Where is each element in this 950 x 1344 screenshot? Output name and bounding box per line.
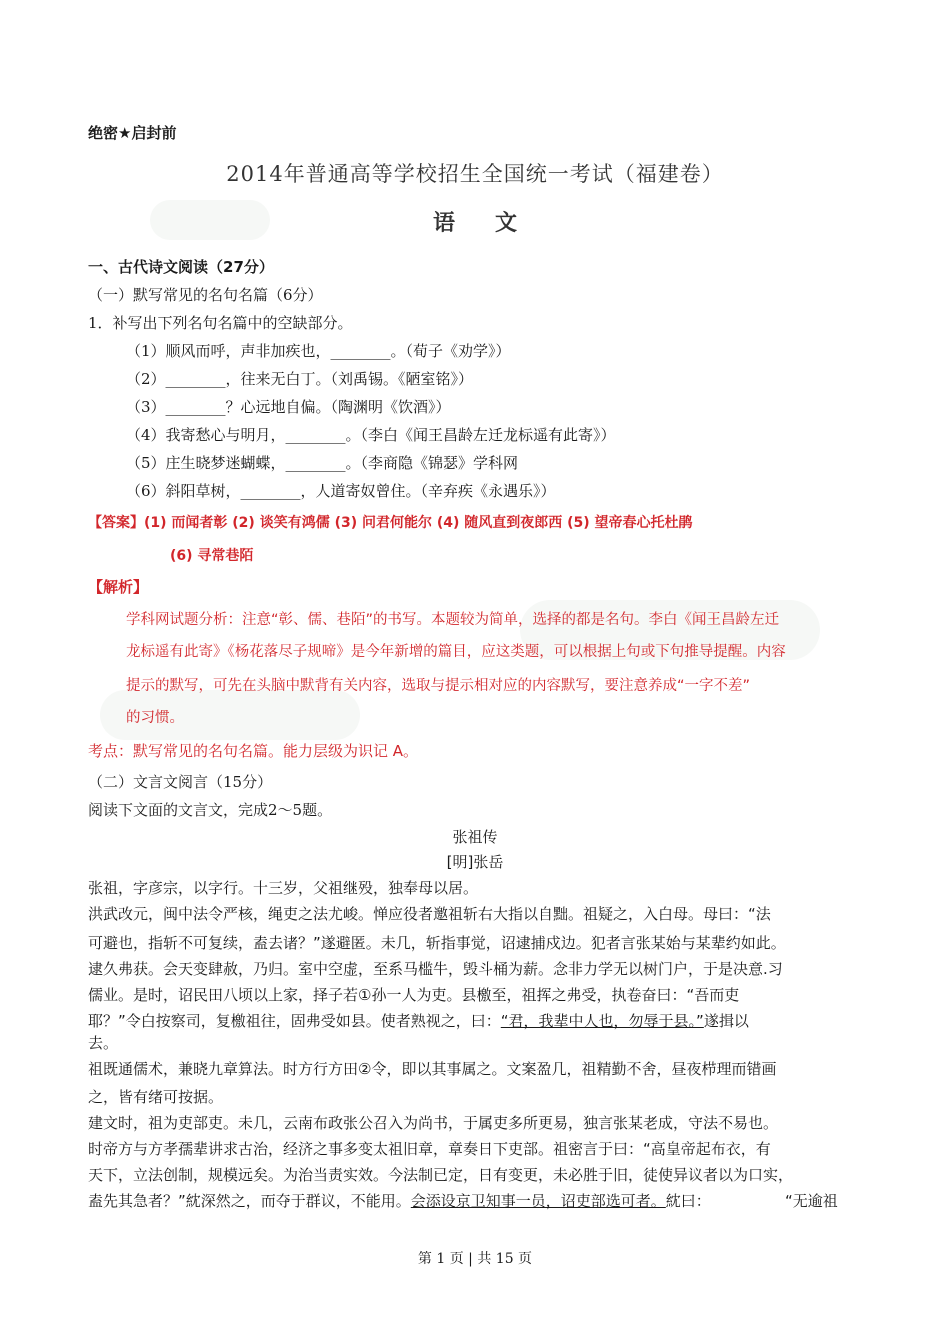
question-item: （6）斜阳草树，________，人道寄奴曾住。（辛弃疾《永遇乐》）	[126, 482, 556, 500]
analysis-line: 的习惯。	[126, 710, 184, 726]
passage-line: 天下，立法创制，规模远矣。为治当责实效。今法制已定，日有变更，未必胜于旧，徒使异议者以为口实，	[88, 1166, 794, 1184]
passage-line: 洪武改元，闽中法令严核，绳吏之法尤峻。惮应役者邀祖斩右大指以自黜。祖疑之，入白母。母曰：“法	[88, 905, 771, 923]
analysis-line: 龙标遥有此寄》《杨花落尽子规啼》是今年新增的篇目，应这类题，可以根据上句或下句推导提醒。内容	[126, 644, 786, 660]
passage-text: 耶？”令白按察司，复檄祖往，固弗受如县。使者熟视之，曰：	[88, 1012, 501, 1030]
part2-stem: 阅读下文面的文言文，完成2～5题。	[88, 801, 333, 819]
passage-line	[88, 1010, 749, 1031]
passage-text: “无逾祖	[785, 1192, 838, 1210]
part1-title: （一）默写常见的名句名篇（6分）	[88, 286, 323, 304]
question-item: （4）我寄愁心与明月，________。（李白《闻王昌龄左迁龙标遥有此寄》）	[126, 426, 616, 444]
passage-line	[88, 1190, 711, 1211]
question1-stem: 1．补写出下列名句名篇中的空缺部分。	[88, 314, 353, 332]
question-item: （1）顺风而呼，声非加疾也，________。（荀子《劝学》）	[126, 342, 511, 360]
question-item: （5）庄生晓梦迷蝴蝶，________。（李商隐《锦瑟》学科网	[126, 454, 519, 472]
underlined-quote: “君，我辈中人也，勿辱于县。”	[500, 1012, 704, 1030]
passage-line: 儒业。是时，诏民田八顷以上家，择子若①孙一人为吏。县檄至，祖挥之弗受，执卷奋曰：“吾而吏	[88, 986, 740, 1004]
question-item: （2）________，往来无白丁。（刘禹锡。《陋室铭》）	[126, 370, 474, 388]
answer-line: 【答案】(1) 而闻者彰 (2) 谈笑有鸿儒 (3) 问君何能尔 (4) 随风直到夜郎西 (5) 望帝春心托杜鹃	[88, 515, 693, 531]
analysis-line: 提示的默写，可先在头脑中默背有关内容，选取与提示相对应的内容默写，要注意养成“一字不差”	[126, 678, 751, 694]
secret-label: 绝密★启封前	[88, 124, 177, 142]
kaodian-line: 考点：默写常见的名句名篇。能力层级为识记 A。	[88, 742, 419, 760]
answer-line: (6) 寻常巷陌	[170, 548, 254, 564]
exam-title: 2014年普通高等学校招生全国统一考试（福建卷）	[226, 162, 724, 186]
passage-text: 遂揖以	[703, 1012, 749, 1030]
section-title: 一、古代诗文阅读（27分）	[88, 258, 274, 276]
passage-line: 逮久弗获。会天变肆赦，乃归。室中空虚，至系马槛牛，毁斗桶为薪。念非力学无以树门户，于是决意.习	[88, 960, 783, 978]
passage-line: 时帝方与方孝孺辈讲求古治，经济之事多变太祖旧章，章奏日下吏部。祖密言于曰：“高皇帝起布衣，有	[88, 1140, 771, 1158]
passage-line: 之，皆有绪可按据。	[88, 1088, 224, 1106]
underlined-sentence: 会添设京卫知事一员，诏吏部选可者。	[410, 1192, 666, 1210]
passage-title: 张祖传	[452, 828, 498, 846]
analysis-label: 【解析】	[88, 578, 149, 596]
passage-line: 祖既通儒术，兼晓九章算法。时方行方田②令，即以其事属之。文案盈几，祖精勤不舍，昼夜栉理而错画	[88, 1060, 777, 1078]
page-footer: 第 1 页 | 共 15 页	[417, 1251, 533, 1267]
passage-author: [明]张岳	[446, 853, 504, 871]
passage-line: 张祖，字彦宗，以字行。十三岁，父祖继殁，独奉母以居。	[88, 879, 479, 897]
part2-title: （二）文言文阅言（15分）	[88, 773, 273, 791]
analysis-line: 学科网试题分析：注意“彰、儒、巷陌”的书写。本题较为简单，选择的都是名句。李白《闻王昌龄左迁	[126, 612, 780, 628]
question-item: （3）________？心远地自偏。（陶渊明《饮酒》）	[126, 398, 451, 416]
passage-line: 去。	[88, 1034, 119, 1052]
subject-title: 语文	[432, 210, 557, 236]
passage-text: 紞曰：	[665, 1192, 711, 1210]
passage-line: 建文时，祖为吏部吏。未几，云南布政张公召入为尚书，于属吏多所更易，独言张某老成，守法不易也。	[88, 1114, 779, 1132]
passage-text: 盍先其急者？”紞深然之，而夺于群议，不能用。	[88, 1192, 411, 1210]
passage-line: 可避也，指斩不可复续，盍去诸？”遂避匿。未几，斩指事觉，诏逮捕戍边。犯者言张某始与某辈约如此。	[88, 934, 786, 952]
